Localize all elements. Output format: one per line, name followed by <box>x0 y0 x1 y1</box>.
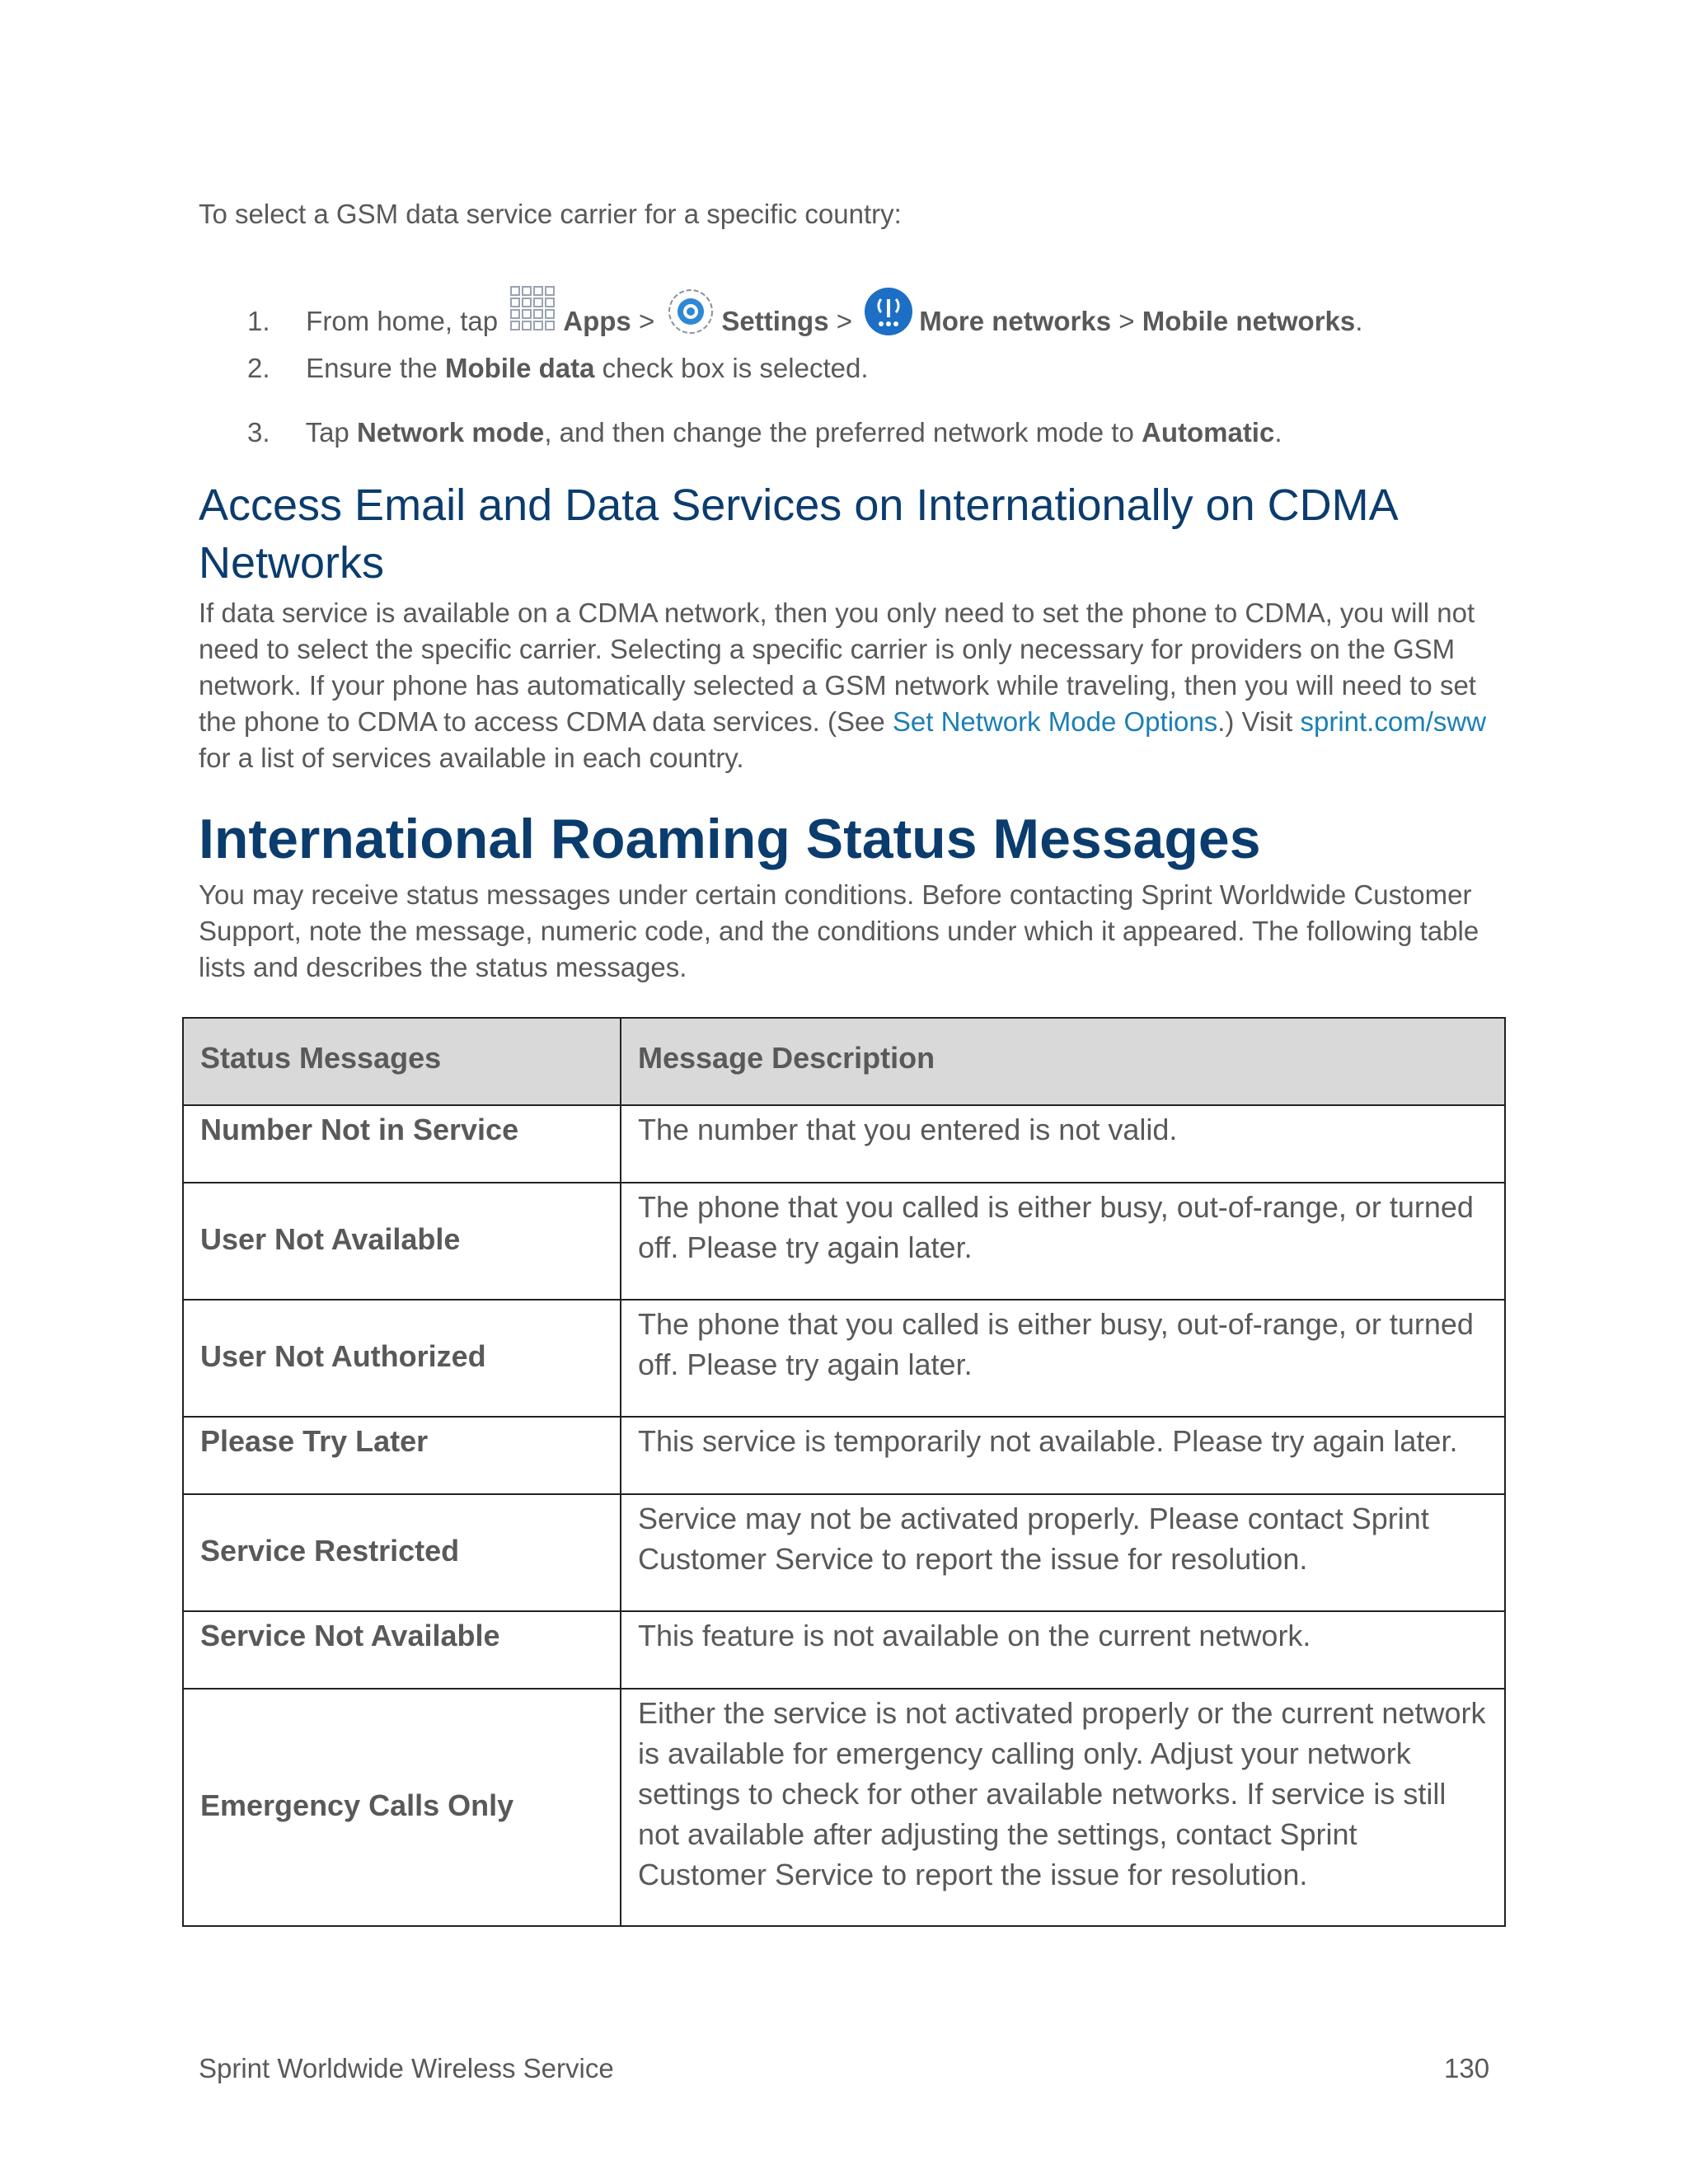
step-number: 3. <box>247 417 270 448</box>
step-text: Tap <box>305 417 349 448</box>
status-cell: Service Restricted <box>183 1494 621 1611</box>
section-heading: Access Email and Data Services on Internationally on CDMA Networks <box>199 480 1396 588</box>
step-end: . <box>1274 417 1282 448</box>
table-row <box>183 1417 1505 1494</box>
paragraph-text: If data service is available on a CDMA network, then you only need to set the phone to CDMA, you will not need to select the specific carrier. Selecting a specific carrier is only necessary for providers on the GSM network. If your phone has automatically selected a GSM network while traveling, then you will need to set the phone to CDMA to access CDMA data services. (See <box>199 598 1476 737</box>
paragraph-text: .) Visit <box>1217 706 1293 737</box>
table-header-row <box>183 1018 1505 1105</box>
step-number: 1. <box>247 306 270 336</box>
description-cell: This feature is not available on the current network. <box>621 1611 1505 1689</box>
step-3 <box>247 416 1282 449</box>
status-cell: Please Try Later <box>183 1417 621 1494</box>
header-message-description: Message Description <box>621 1018 1505 1105</box>
automatic-label: Automatic <box>1141 417 1275 448</box>
page-number: 130 <box>1444 2053 1490 2083</box>
description-cell: Service may not be activated properly. Please contact Sprint Customer Service to report the issue for resolution. <box>621 1494 1505 1611</box>
status-messages-table <box>182 1017 1506 1927</box>
mobile-networks-label: Mobile networks <box>1142 306 1356 336</box>
separator: > <box>1118 306 1135 336</box>
more-networks-label: More networks <box>919 306 1112 336</box>
intro-text: To select a GSM data service carrier for a specific country: <box>199 199 902 229</box>
step-1 <box>247 284 1362 344</box>
settings-gear-icon <box>665 286 716 344</box>
description-cell: The phone that you called is either busy, out-of-range, or turned off. Please try again later. <box>621 1183 1505 1300</box>
table-row <box>183 1183 1505 1300</box>
paragraph-text: for a list of services available in each country. <box>199 743 744 773</box>
status-cell: Number Not in Service <box>183 1105 621 1183</box>
settings-label: Settings <box>721 306 829 336</box>
footer-title: Sprint Worldwide Wireless Service <box>199 2053 614 2083</box>
page-title: International Roaming Status Messages <box>199 808 1261 870</box>
step-2 <box>247 352 869 385</box>
step-text: Ensure the <box>306 353 438 383</box>
more-networks-icon <box>863 286 914 344</box>
title-paragraph: You may receive status messages under certain conditions. Before contacting Sprint Worldwide Customer Support, note the message, numeric code, and the conditions under which it appeared. The following table lists and describes the status messages. <box>199 879 1479 982</box>
status-cell: Emergency Calls Only <box>183 1689 621 1926</box>
header-status-messages: Status Messages <box>183 1018 621 1105</box>
apps-label: Apps <box>563 306 631 336</box>
table-row <box>183 1494 1505 1611</box>
table-row <box>183 1611 1505 1689</box>
separator: > <box>638 306 655 336</box>
description-cell: This service is temporarily not available. Please try again later. <box>621 1417 1505 1494</box>
description-cell: The phone that you called is either busy, out-of-range, or turned off. Please try again later. <box>621 1300 1505 1417</box>
table-row <box>183 1105 1505 1183</box>
set-network-mode-link[interactable]: Set Network Mode Options <box>892 706 1218 737</box>
apps-grid-icon <box>509 284 558 344</box>
description-cell: Either the service is not activated properly or the current network is available for emergency calling only. Adjust your network settings to check for other available networks. If service is still not available after adjusting the settings, contact Sprint Customer Service to report the issue for resolution. <box>621 1689 1505 1926</box>
status-cell: User Not Available <box>183 1183 621 1300</box>
description-cell: The number that you entered is not valid. <box>621 1105 1505 1183</box>
mobile-data-label: Mobile data <box>444 353 595 383</box>
status-cell: User Not Authorized <box>183 1300 621 1417</box>
section-paragraph <box>199 595 1501 776</box>
status-cell: Service Not Available <box>183 1611 621 1689</box>
step-text: check box is selected. <box>602 353 869 383</box>
step-number: 2. <box>247 353 270 383</box>
step-text: From home, tap <box>306 306 499 336</box>
separator: > <box>836 306 853 336</box>
sprint-sww-link[interactable]: sprint.com/sww <box>1300 706 1487 737</box>
table-row <box>183 1300 1505 1417</box>
step-end: . <box>1355 306 1363 336</box>
network-mode-label: Network mode <box>356 417 545 448</box>
table-row <box>183 1689 1505 1926</box>
step-text: , and then change the preferred network mode to <box>544 417 1134 448</box>
